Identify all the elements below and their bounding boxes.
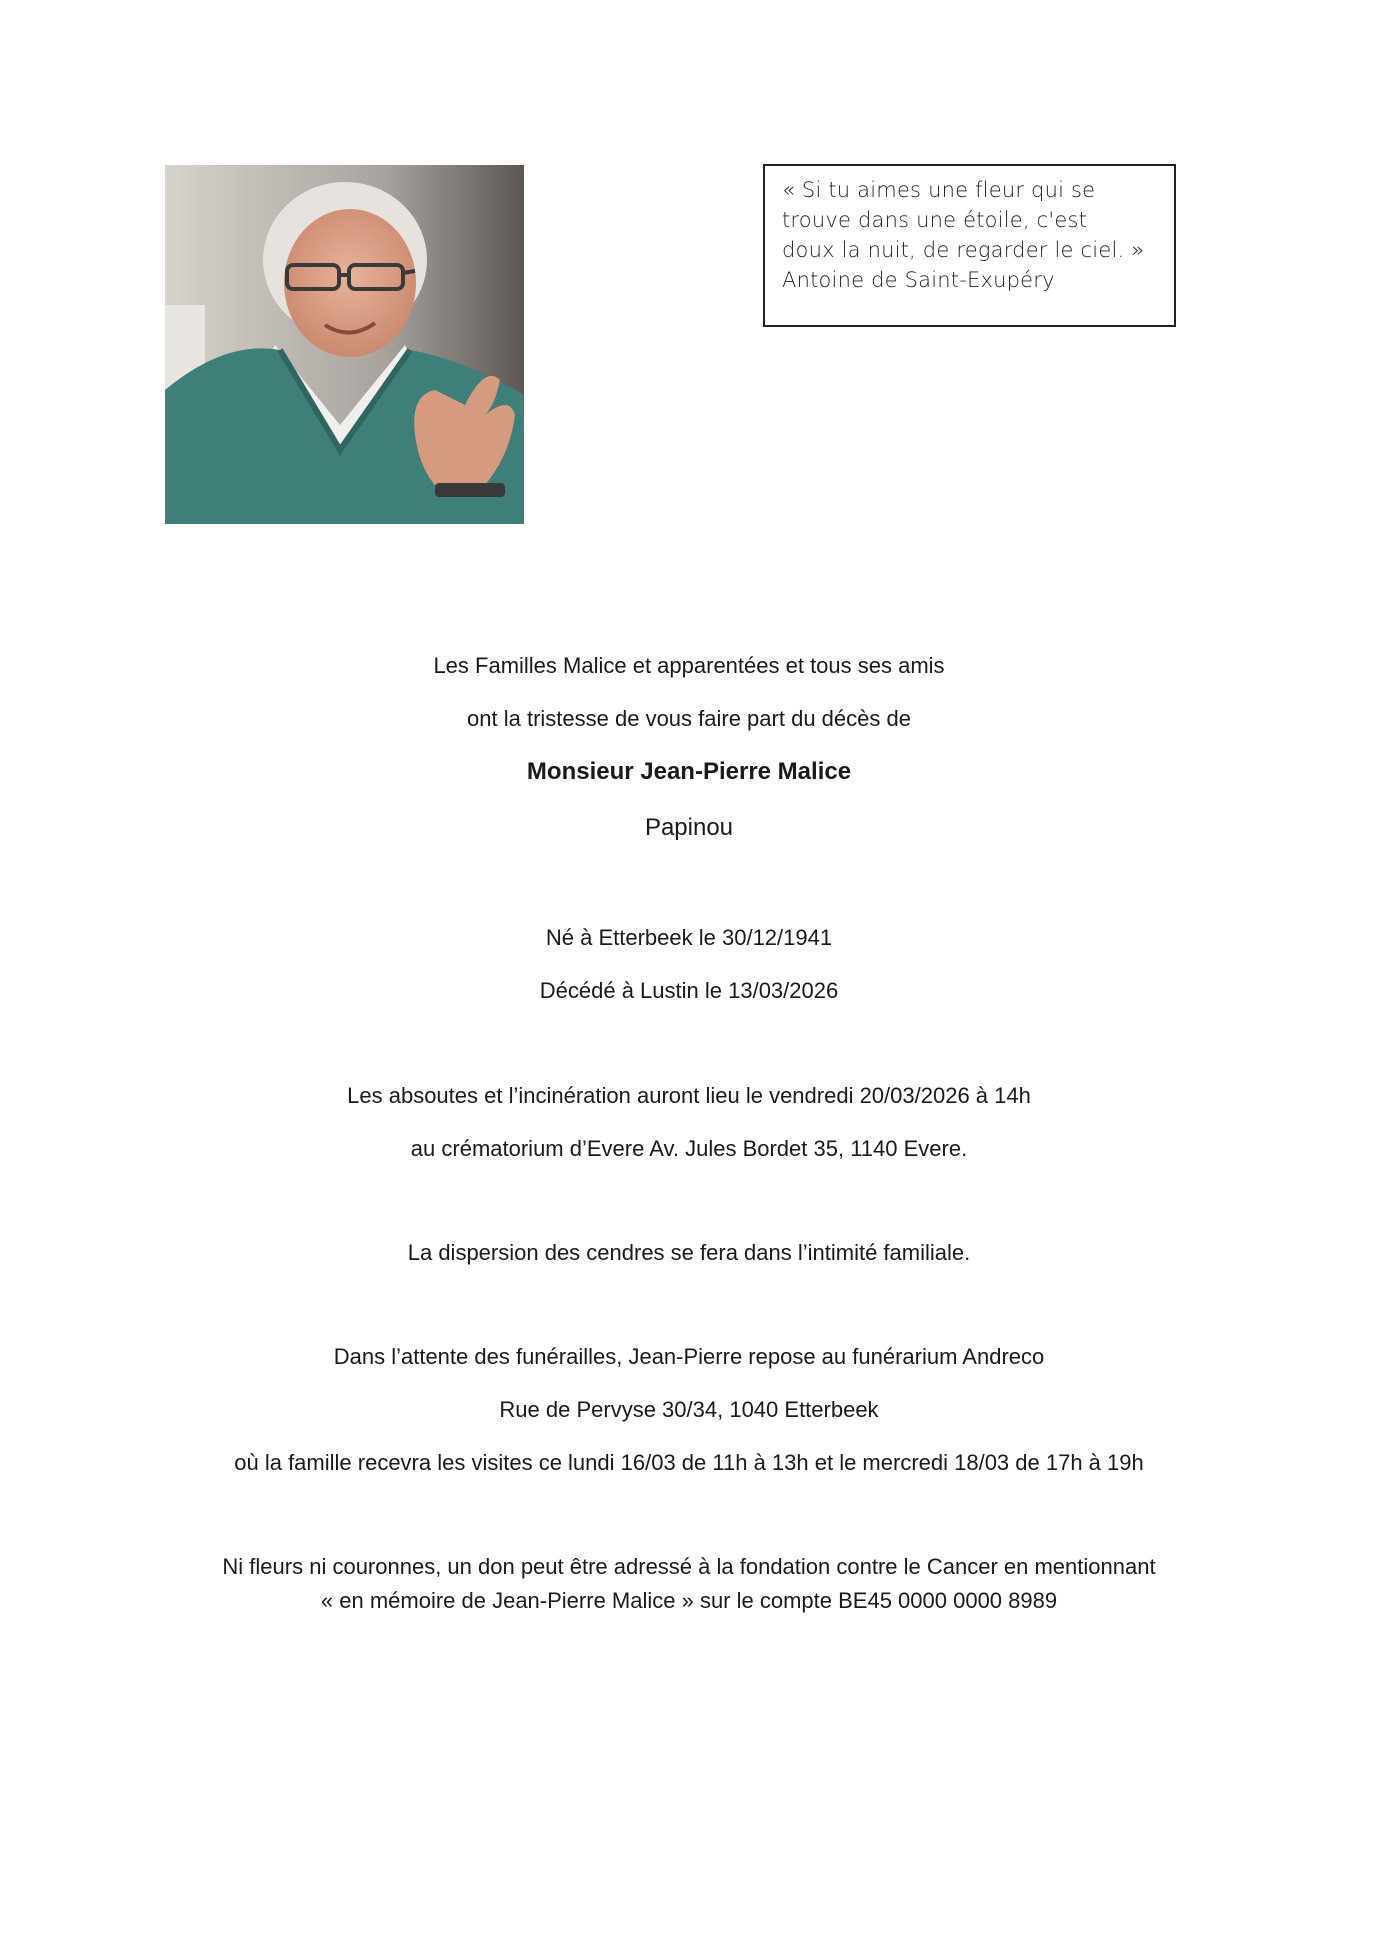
quote-author: Antoine de Saint-Exupéry bbox=[782, 268, 1055, 292]
deceased-name: Monsieur Jean-Pierre Malice bbox=[526, 758, 852, 785]
ceremony-line-1: Les absoutes et l’incinération auront lieu le vendredi 20/03/2026 à 14h bbox=[347, 1083, 1031, 1108]
birth-info: Né à Etterbeek le 30/12/1941 bbox=[545, 925, 833, 950]
donation-line-2: « en mémoire de Jean-Pierre Malice » sur le compte BE45 0000 0000 8989 bbox=[320, 1588, 1058, 1613]
quote-line: « Si tu aimes une fleur qui se bbox=[782, 178, 1096, 202]
deceased-nickname: Papinou bbox=[644, 814, 734, 841]
visitation-line-2: Rue de Pervyse 30/34, 1040 Etterbeek bbox=[499, 1397, 879, 1422]
intro-line-1: Les Familles Malice et apparentées et tous ses amis bbox=[433, 653, 945, 678]
portrait-photo bbox=[165, 165, 524, 524]
quote-box bbox=[763, 164, 1176, 327]
donation-line-1: Ni fleurs ni couronnes, un don peut être adressé à la fondation contre le Cancer en mentionnant bbox=[222, 1554, 1156, 1579]
ashes-line: La dispersion des cendres se fera dans l’intimité familiale. bbox=[407, 1240, 971, 1265]
death-info: Décédé à Lustin le 13/03/2026 bbox=[539, 978, 839, 1003]
quote-line: doux la nuit, de regarder le ciel. » bbox=[782, 238, 1145, 262]
quote-line: trouve dans une étoile, c'est bbox=[782, 208, 1088, 232]
visitation-line-3: où la famille recevra les visites ce lundi 16/03 de 11h à 13h et le mercredi 18/03 de 17h à 19h bbox=[234, 1450, 1144, 1475]
visitation-line-1: Dans l’attente des funérailles, Jean-Pierre repose au funérarium Andreco bbox=[333, 1344, 1045, 1369]
ceremony-line-2: au crématorium d’Evere Av. Jules Bordet 35, 1140 Evere. bbox=[410, 1136, 968, 1161]
intro-line-2: ont la tristesse de vous faire part du décès de bbox=[467, 706, 911, 731]
